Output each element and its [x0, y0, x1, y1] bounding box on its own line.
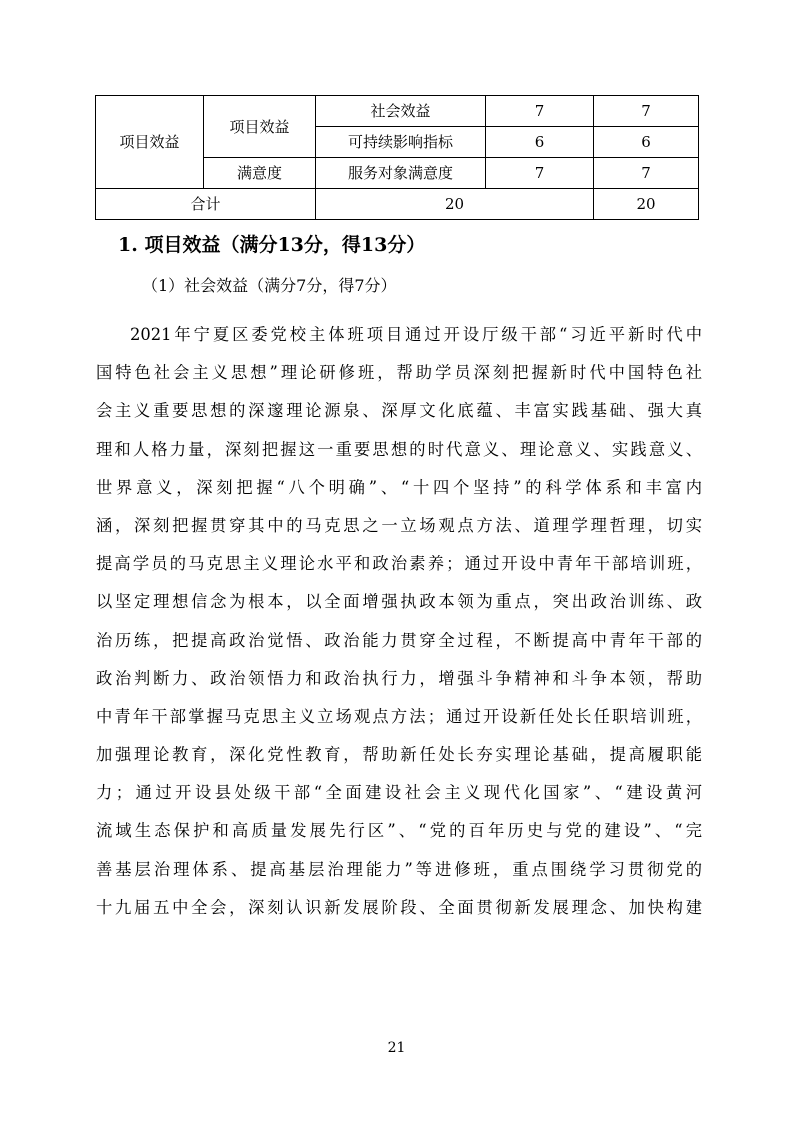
- level2-indicator-cell: 满意度: [204, 158, 316, 189]
- page-number: 21: [387, 1040, 406, 1056]
- section-heading: 1. 项目效益（满分13分，得13分）: [118, 234, 426, 256]
- weight-cell: 7: [486, 96, 594, 127]
- paragraph-line: 十九届五中全会，深刻认识新发展阶段、全面贯彻新发展理念、加快构建: [96, 897, 702, 917]
- evaluation-score-table: [95, 95, 699, 220]
- score-cell: 7: [594, 96, 699, 127]
- paragraph-line: 提高学员的马克思主义理论水平和政治素养；通过开设中青年干部培训班，: [96, 554, 702, 574]
- table-row: [96, 96, 699, 127]
- paragraph-line: 世界意义，深刻把握“八个明确”、“十四个坚持”的科学体系和丰富内: [96, 477, 702, 497]
- paragraph-line: 善基层治理体系、提高基层治理能力”等进修班，重点围绕学习贯彻党的: [96, 859, 702, 879]
- weight-cell: 6: [486, 127, 594, 158]
- total-weight-cell: 20: [316, 189, 594, 220]
- section-subheading: （1）社会效益（满分7分，得7分）: [142, 276, 397, 295]
- paragraph-line: 中青年干部掌握马克思主义立场观点方法；通过开设新任处长任职培训班，: [96, 706, 702, 726]
- paragraph-line: 国特色社会主义思想”理论研修班，帮助学员深刻把握新时代中国特色社: [96, 363, 702, 383]
- total-label-cell: 合计: [96, 189, 316, 220]
- paragraph-line: 政治判断力、政治领悟力和政治执行力，增强斗争精神和斗争本领，帮助: [96, 668, 702, 688]
- weight-cell: 7: [486, 158, 594, 189]
- paragraph-line: 加强理论教育，深化党性教育，帮助新任处长夯实理论基础，提高履职能: [96, 745, 702, 765]
- level3-indicator-cell: 可持续影响指标: [316, 127, 486, 158]
- paragraph-line: 2021年宁夏区委党校主体班项目通过开设厅级干部“习近平新时代中: [130, 325, 702, 344]
- score-cell: 7: [594, 158, 699, 189]
- paragraph-line: 力；通过开设县处级干部“全面建设社会主义现代化国家”、“建设黄河: [96, 783, 702, 803]
- level1-indicator-cell: 项目效益: [96, 96, 204, 189]
- body-paragraph: [96, 316, 702, 927]
- score-cell: 6: [594, 127, 699, 158]
- paragraph-line: 流域生态保护和高质量发展先行区”、“党的百年历史与党的建设”、“完: [96, 821, 702, 841]
- table-total-row: [96, 189, 699, 220]
- total-score-cell: 20: [594, 189, 699, 220]
- paragraph-line: 理和人格力量，深刻把握这一重要思想的时代意义、理论意义、实践意义、: [96, 439, 702, 459]
- level3-indicator-cell: 服务对象满意度: [316, 158, 486, 189]
- paragraph-line: 治历练，把提高政治觉悟、政治能力贯穿全过程，不断提高中青年干部的: [96, 630, 702, 650]
- paragraph-line: 以坚定理想信念为根本，以全面增强执政本领为重点，突出政治训练、政: [96, 592, 702, 612]
- level2-indicator-cell: 项目效益: [204, 96, 316, 158]
- level3-indicator-cell: 社会效益: [316, 96, 486, 127]
- paragraph-line: 涵，深刻把握贯穿其中的马克思之一立场观点方法、道理学理哲理，切实: [96, 515, 702, 535]
- paragraph-line: 会主义重要思想的深邃理论源泉、深厚文化底蕴、丰富实践基础、强大真: [96, 401, 702, 421]
